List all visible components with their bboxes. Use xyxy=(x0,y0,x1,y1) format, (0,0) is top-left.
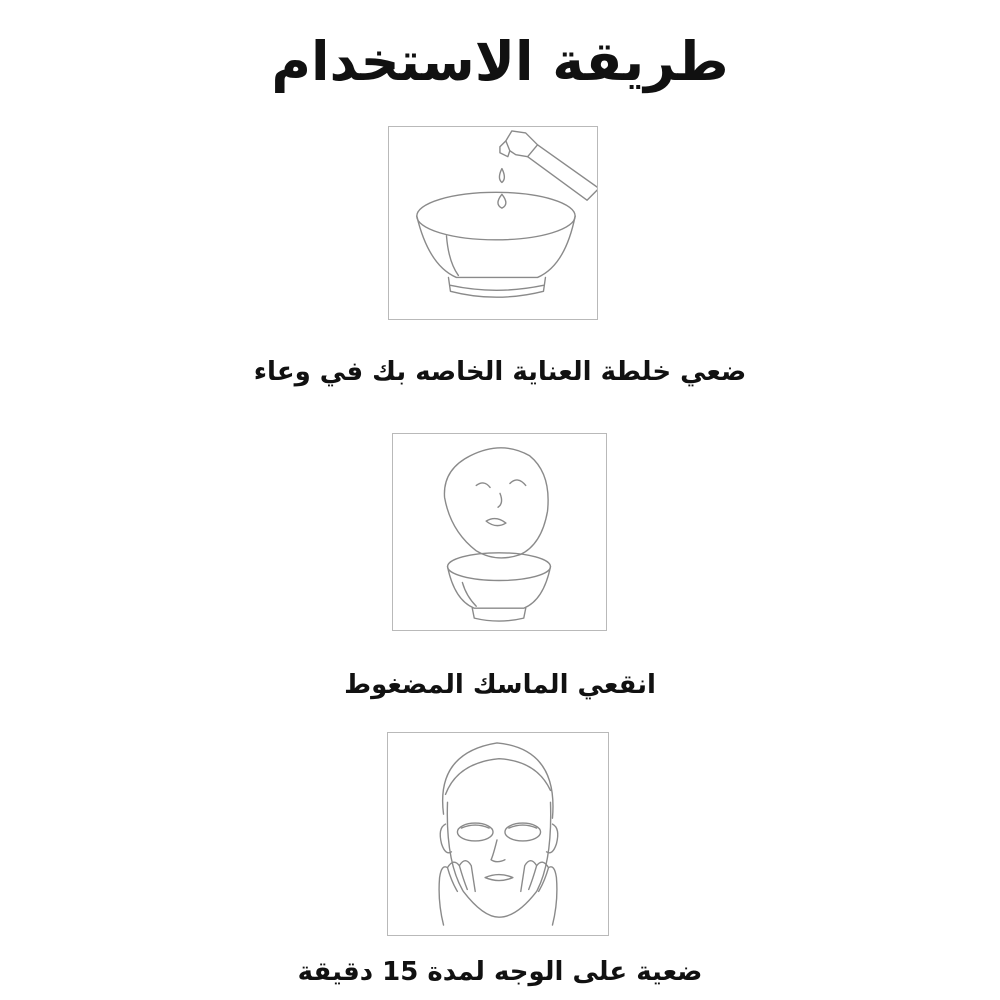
step-2-caption: انقعي الماسك المضغوط xyxy=(344,670,656,700)
step-3-illustration xyxy=(387,732,609,936)
page-title: طريقة الاستخدام xyxy=(271,30,729,93)
face-with-mask-icon xyxy=(388,733,608,935)
mask-in-bowl-icon xyxy=(393,434,606,630)
step-1-caption: ضعي خلطة العناية الخاصه بك في وعاء xyxy=(253,357,747,387)
step-1-illustration xyxy=(388,126,598,320)
bowl-with-dropper-icon xyxy=(389,127,597,319)
step-2-illustration xyxy=(392,433,607,631)
step-3-caption: ضعية على الوجه لمدة 15 دقيقة xyxy=(297,957,703,987)
